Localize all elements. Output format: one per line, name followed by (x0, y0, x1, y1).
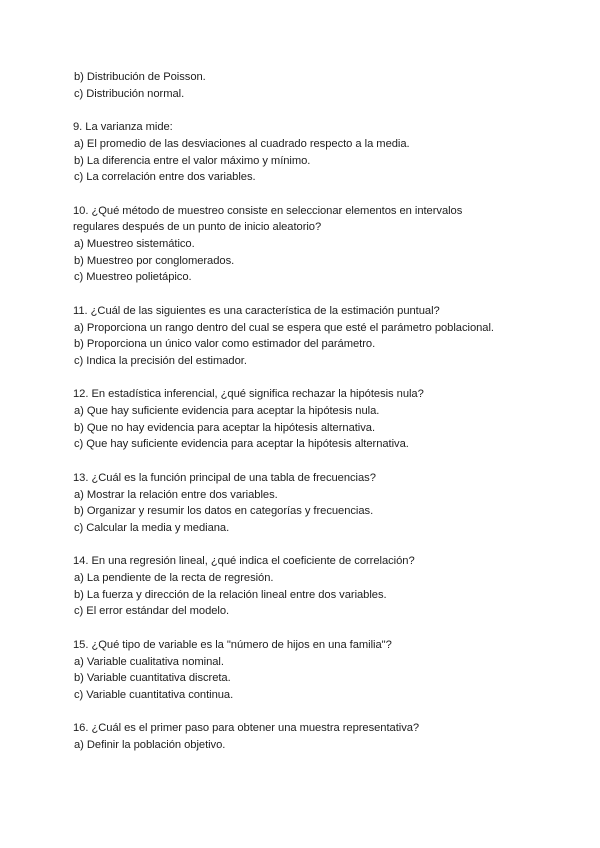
question-9: 9. La varianza mide: (73, 121, 173, 134)
option-b: b) Proporciona un único valor como estimador del parámetro. (74, 338, 376, 351)
option-a: a) Variable cualitativa nominal. (74, 655, 224, 668)
spacer (73, 370, 573, 387)
question-16: 16. ¿Cuál es el primer paso para obtener una muestra representativa? (73, 722, 420, 735)
option-b: b) La diferencia entre el valor máximo y mínimo. (74, 154, 311, 167)
question-13: 13. ¿Cuál es la función principal de una tabla de frecuencias? (73, 471, 376, 484)
option-c: c) La correlación entre dos variables. (74, 171, 256, 184)
option-c: c) El error estándar del modelo. (74, 605, 230, 618)
spacer (73, 620, 573, 637)
option-c: c) Muestreo polietápico. (74, 271, 192, 284)
option-b: b) Variable cuantitativa discreta. (74, 672, 231, 685)
option-c: c) Indica la precisión del estimador. (74, 354, 247, 367)
question-14: 14. En una regresión lineal, ¿qué indica el coeficiente de correlación? (73, 555, 415, 568)
option-b: b) Muestreo por conglomerados. (74, 254, 235, 267)
question-15: 15. ¿Qué tipo de variable es la "número de hijos en una familia"? (73, 638, 392, 651)
spacer (73, 186, 573, 203)
option-a: a) La pendiente de la recta de regresión. (74, 572, 274, 584)
option-a: a) Que hay suficiente evidencia para aceptar la hipótesis nula. (74, 405, 380, 417)
option-c: c) Calcular la media y mediana. (74, 521, 230, 534)
option-a: a) Proporciona un rango dentro del cual se espera que esté el parámetro poblacional. (74, 321, 494, 334)
question-10-continued: regulares después de un punto de inicio aleatorio? (73, 221, 322, 234)
spacer (73, 453, 573, 470)
spacer (73, 704, 573, 721)
document-text (73, 69, 573, 754)
option-a: a) Muestreo sistemático. (74, 238, 195, 250)
option-a: a) Mostrar la relación entre dos variables. (74, 488, 278, 501)
option-b: b) Distribución de Poisson. (74, 71, 206, 83)
option-b: b) La fuerza y dirección de la relación lineal entre dos variables. (74, 588, 387, 601)
option-c: c) Variable cuantitativa continua. (74, 688, 234, 701)
option-b: b) Que no hay evidencia para aceptar la hipótesis alternativa. (74, 421, 376, 434)
question-11: 11. ¿Cuál de las siguientes es una característica de la estimación puntual? (73, 304, 440, 317)
spacer (73, 537, 573, 554)
option-c: c) Que hay suficiente evidencia para aceptar la hipótesis alternativa. (74, 438, 409, 451)
spacer (73, 286, 573, 303)
option-c: c) Distribución normal. (74, 87, 185, 100)
spacer (73, 102, 573, 119)
option-b: b) Organizar y resumir los datos en categorías y frecuencias. (74, 505, 374, 518)
question-10: 10. ¿Qué método de muestreo consiste en seleccionar elementos en intervalos (73, 204, 463, 217)
option-a: a) Definir la población objetivo. (74, 739, 226, 751)
option-a: a) El promedio de las desviaciones al cuadrado respecto a la media. (74, 137, 410, 150)
question-12: 12. En estadística inferencial, ¿qué significa rechazar la hipótesis nula? (73, 388, 424, 401)
